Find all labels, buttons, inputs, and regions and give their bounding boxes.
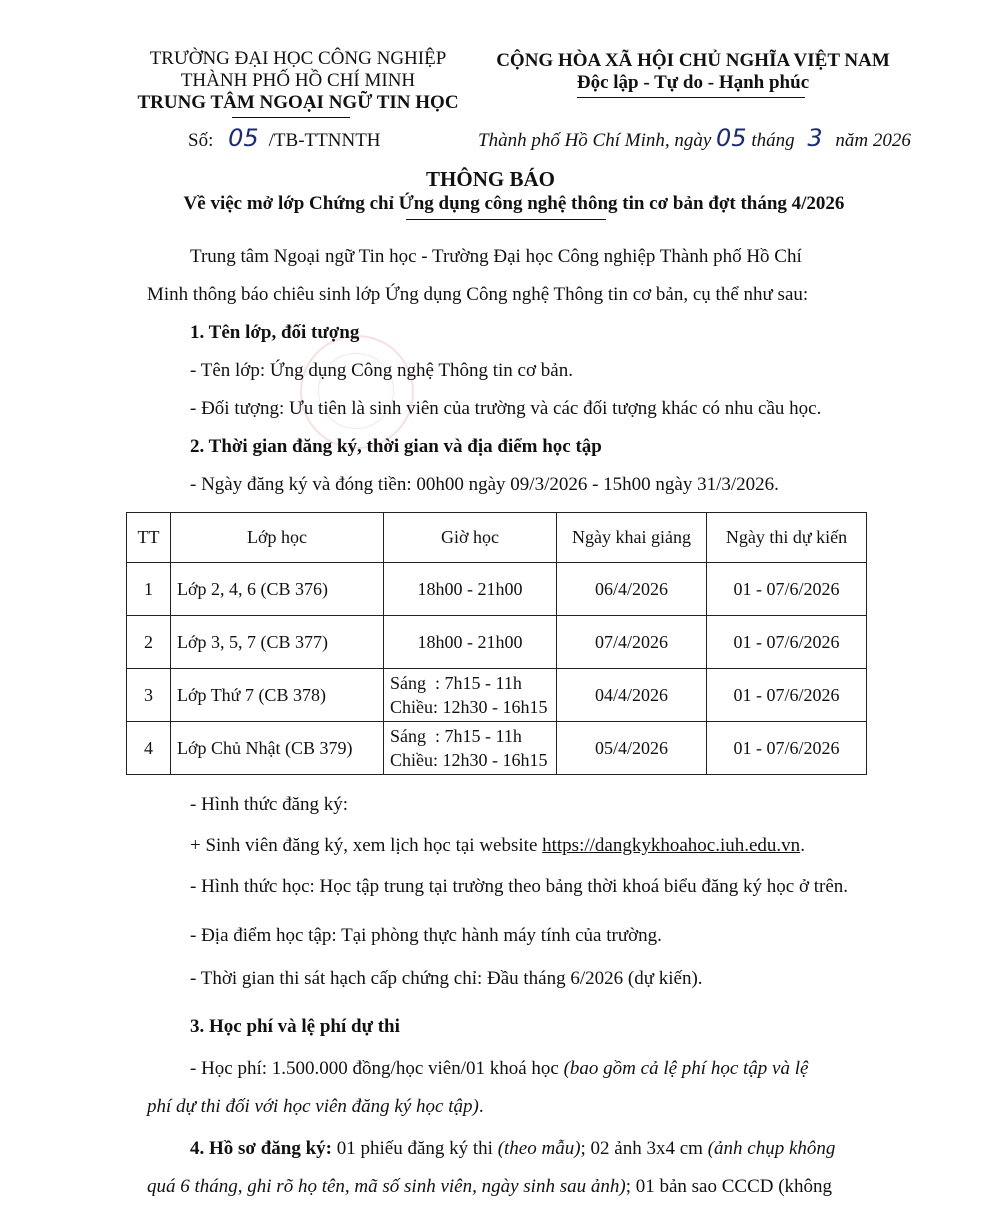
title-underline — [406, 219, 606, 220]
reg-website-suffix: . — [800, 835, 805, 856]
docs-italic-2: (ảnh chụp không — [707, 1138, 836, 1159]
registration-dates: - Ngày đăng ký và đóng tiền: 00h00 ngày 09/3/2026 - 15h00 ngày 31/3/2026. — [190, 474, 779, 495]
date-year: năm 2026 — [835, 130, 911, 151]
exam-time-text: - Thời gian thi sát hạch cấp chứng chỉ: Đầu tháng 6/2026 (dự kiến). — [190, 968, 703, 989]
schedule-table — [126, 512, 867, 775]
cell-start-date: 07/4/2026 — [557, 616, 707, 669]
reg-website-link[interactable]: https://dangkykhoahoc.iuh.edu.vn — [542, 835, 801, 856]
reg-form-label: - Hình thức đăng ký: — [190, 794, 349, 815]
cell-start-date: 06/4/2026 — [557, 563, 707, 616]
section3-heading: 3. Học phí và lệ phí dự thi — [190, 1016, 400, 1037]
notice-title: THÔNG BÁO — [426, 167, 555, 191]
notice-subtitle: Về việc mở lớp Chứng chỉ Ứng dụng công nghệ thông tin cơ bản đợt tháng 4/2026 — [183, 193, 845, 214]
cell-class: Lớp Chủ Nhật (CB 379) — [171, 722, 384, 775]
country-name: CỘNG HÒA XÃ HỘI CHỦ NGHĨA VIỆT NAM — [496, 50, 890, 71]
audience-text: - Đối tượng: Ưu tiên là sinh viên của trường và các đối tượng khác có nhu cầu học. — [190, 398, 822, 419]
intro-line2: Minh thông báo chiêu sinh lớp Ứng dụng Công nghệ Thông tin cơ bản, cụ thể như sau: — [147, 284, 809, 305]
table-row — [127, 563, 867, 616]
intro-line1: Trung tâm Ngoại ngữ Tin học - Trường Đại học Công nghiệp Thành phố Hồ Chí — [190, 246, 802, 267]
header-tt: TT — [127, 513, 171, 563]
date-month: 3 — [807, 124, 823, 152]
section2-heading: 2. Thời gian đăng ký, thời gian và địa điểm học tập — [190, 436, 602, 457]
cell-time: 18h00 - 21h00 — [384, 616, 557, 669]
header-start-date: Ngày khai giảng — [557, 513, 707, 563]
cell-time-morning: Sáng : 7h15 - 11h — [390, 726, 522, 746]
table-row — [127, 722, 867, 775]
date-prefix: Thành phố Hồ Chí Minh, ngày — [478, 130, 712, 151]
section4-line2 — [147, 1168, 862, 1206]
fee-italic-2: phí dự thi đối với học viên đăng ký học tập) — [147, 1096, 479, 1117]
fee-end: . — [478, 1096, 484, 1117]
cell-exam-date: 01 - 07/6/2026 — [707, 563, 867, 616]
table-header-row — [127, 513, 867, 563]
docs-text-2: ; 02 ảnh 3x4 cm — [580, 1138, 708, 1159]
table-row — [127, 669, 867, 722]
cell-time-afternoon: Chiều: 12h30 - 16h15 — [390, 750, 548, 770]
document-number-suffix: /TB-TTNNTH — [268, 130, 381, 151]
cell-tt: 1 — [127, 563, 171, 616]
cell-time — [384, 722, 557, 775]
docs-italic-1: (theo mẫu) — [497, 1138, 581, 1159]
fee-italic-1: (bao gồm cả lệ phí học tập và lệ — [563, 1058, 809, 1079]
cell-tt: 3 — [127, 669, 171, 722]
document-number-prefix: Số: — [188, 130, 214, 151]
section4-heading: 4. Hồ sơ đăng ký: — [190, 1138, 332, 1159]
location-text: - Địa điểm học tập: Tại phòng thực hành máy tính của trường. — [190, 925, 662, 946]
study-form-text: - Hình thức học: Học tập trung tại trường theo bảng thời khoá biểu đăng ký học ở trên. — [190, 876, 849, 897]
cell-tt: 4 — [127, 722, 171, 775]
cell-time — [384, 669, 557, 722]
cell-class: Lớp Thứ 7 (CB 378) — [171, 669, 384, 722]
org-underline — [232, 117, 350, 118]
fee-line1 — [190, 1050, 905, 1088]
class-name-text: - Tên lớp: Ứng dụng Công nghệ Thông tin cơ bản. — [190, 360, 573, 381]
cell-exam-date: 01 - 07/6/2026 — [707, 669, 867, 722]
docs-italic-3: quá 6 tháng, ghi rõ họ tên, mã số sinh viên, ngày sinh sau ảnh) — [147, 1176, 626, 1197]
section4-line1 — [190, 1130, 905, 1168]
document-date — [478, 126, 911, 153]
org-name-line3: TRUNG TÂM NGOẠI NGỮ TIN HỌC — [137, 92, 459, 113]
docs-text-1: 01 phiếu đăng ký thi — [331, 1138, 498, 1159]
reg-website-line — [190, 827, 905, 865]
cell-start-date: 04/4/2026 — [557, 669, 707, 722]
cell-start-date: 05/4/2026 — [557, 722, 707, 775]
header-time: Giờ học — [384, 513, 557, 563]
header-exam-date: Ngày thi dự kiến — [707, 513, 867, 563]
cell-class: Lớp 3, 5, 7 (CB 377) — [171, 616, 384, 669]
cell-exam-date: 01 - 07/6/2026 — [707, 722, 867, 775]
org-name-line1: TRƯỜNG ĐẠI HỌC CÔNG NGHIỆP — [149, 48, 447, 69]
header-class: Lớp học — [171, 513, 384, 563]
table-row — [127, 616, 867, 669]
fee-plain: - Học phí: 1.500.000 đồng/học viên/01 khoá học — [190, 1058, 564, 1079]
org-name-line2: THÀNH PHỐ HỒ CHÍ MINH — [180, 70, 416, 91]
motto: Độc lập - Tự do - Hạnh phúc — [576, 72, 810, 93]
document-number-handwritten: 05 — [228, 124, 259, 152]
date-day: 05 — [716, 124, 747, 152]
cell-class: Lớp 2, 4, 6 (CB 376) — [171, 563, 384, 616]
fee-line2 — [147, 1088, 862, 1126]
section1-heading: 1. Tên lớp, đối tượng — [190, 322, 360, 343]
reg-website-prefix: + Sinh viên đăng ký, xem lịch học tại website — [190, 835, 538, 856]
docs-text-4: ; 01 bản sao CCCD (không — [625, 1176, 833, 1197]
motto-underline — [577, 97, 805, 98]
cell-time-morning: Sáng : 7h15 - 11h — [390, 673, 522, 693]
document-number — [188, 126, 381, 153]
cell-time-afternoon: Chiều: 12h30 - 16h15 — [390, 697, 548, 717]
cell-exam-date: 01 - 07/6/2026 — [707, 616, 867, 669]
cell-time: 18h00 - 21h00 — [384, 563, 557, 616]
date-month-label: tháng — [751, 130, 795, 151]
cell-tt: 2 — [127, 616, 171, 669]
